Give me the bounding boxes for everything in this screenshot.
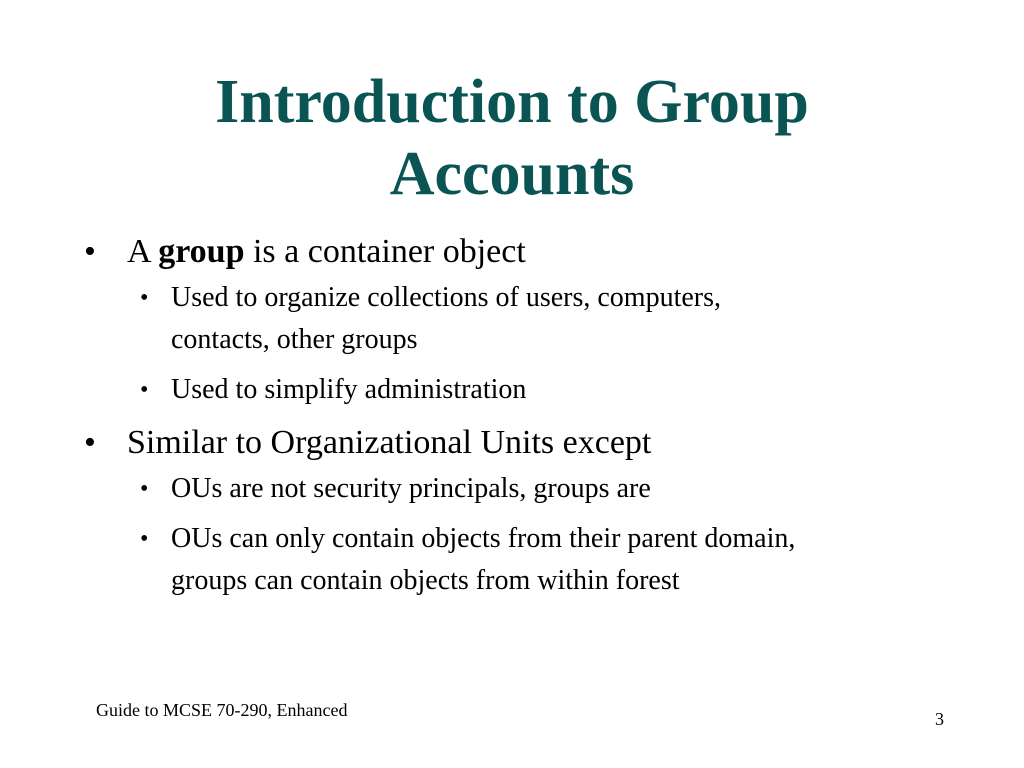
sub-bullet-text-line-2: contacts, other groups (171, 324, 418, 355)
slide-title-line-2: Accounts (389, 140, 635, 208)
bullet-icon: • (140, 377, 149, 403)
sub-bullet-text-line-2: groups can contain objects from within forest (171, 565, 680, 596)
sub-bullet-text-line-1: OUs can only contain objects from their parent domain, (171, 523, 796, 554)
page-number: 3 (935, 709, 944, 729)
bullet-icon: • (140, 476, 149, 502)
slide-body (84, 232, 964, 602)
sub-bullet-ous-contain-objects (84, 518, 964, 602)
bullet-icon: • (140, 285, 149, 311)
bullet-text-prefix: A (127, 233, 150, 270)
sub-bullet-text-line-1: Used to simplify administration (171, 374, 527, 405)
bullet-point-group-definition (84, 232, 964, 272)
bullet-point-similar-to-ous (84, 423, 964, 463)
bullet-icon: • (84, 424, 96, 461)
bullet-text-suffix: is a container object (252, 233, 526, 270)
footer-text: Guide to MCSE 70-290, Enhanced (96, 700, 348, 720)
sub-bullet-text-line-1: OUs are not security principals, groups are (171, 473, 651, 504)
slide-title (100, 66, 924, 210)
bullet-text: Similar to Organizational Units except (127, 424, 652, 461)
sub-bullet-organize-collections (84, 277, 964, 361)
slide-title-line-1: Introduction to Group (215, 68, 809, 136)
sub-bullet-simplify-admin (84, 369, 964, 411)
bullet-text-bold-term: group (158, 233, 245, 270)
bullet-icon: • (140, 526, 149, 552)
bullet-icon: • (84, 233, 96, 270)
sub-bullet-text-line-1: Used to organize collections of users, computers, (171, 282, 722, 313)
sub-bullet-ous-not-principals (84, 468, 964, 510)
